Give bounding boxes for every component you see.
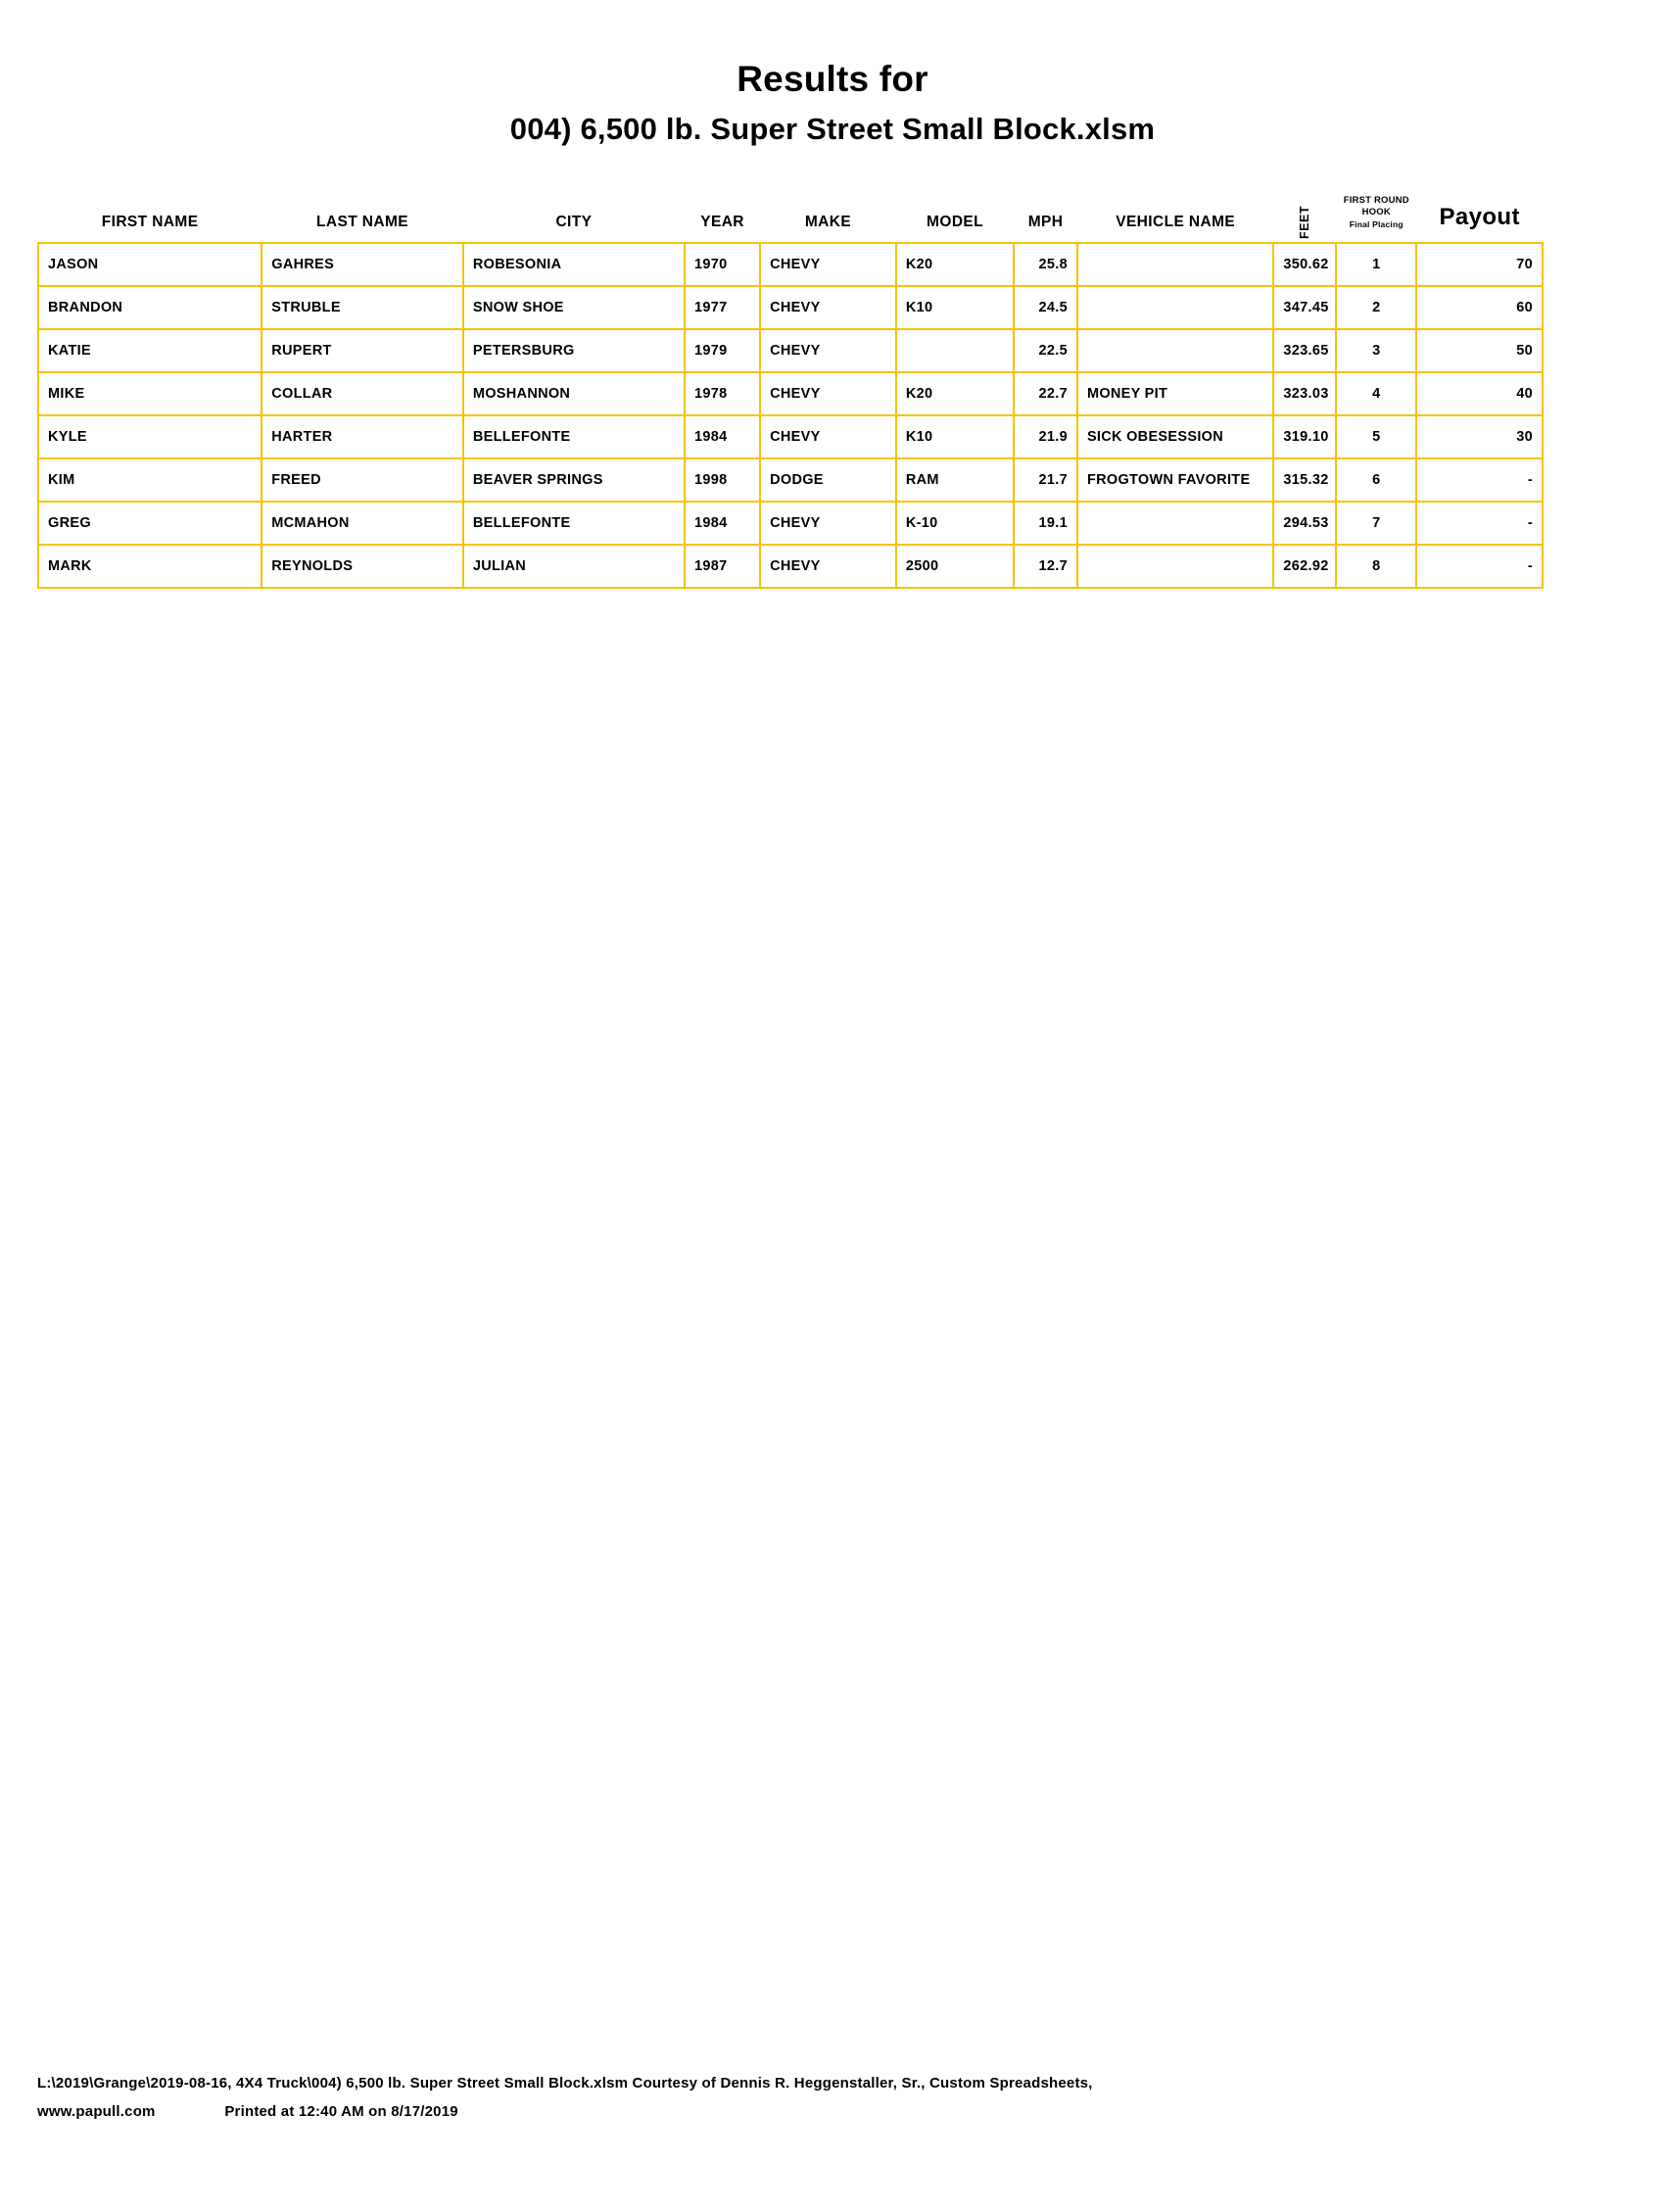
cell-feet: 319.10 [1273,415,1336,458]
cell-city: BELLEFONTE [463,415,685,458]
cell-year: 1987 [685,545,760,588]
cell-make: CHEVY [760,372,896,415]
cell-model: K20 [896,372,1014,415]
cell-year: 1977 [685,286,760,329]
cell-first-name: GREG [38,502,262,545]
header-hook-line-3: Final Placing [1349,219,1403,230]
cell-model: K10 [896,286,1014,329]
cell-first-name: JASON [38,243,262,286]
cell-vehicle-name: SICK OBESESSION [1077,415,1273,458]
header-mph: MPH [1027,213,1064,230]
cell-mph: 22.5 [1014,329,1077,372]
cell-model: 2500 [896,545,1014,588]
cell-city: BELLEFONTE [463,502,685,545]
cell-payout: 30 [1416,415,1543,458]
cell-city: SNOW SHOE [463,286,685,329]
cell-feet: 323.03 [1273,372,1336,415]
header-payout-label: Payout [1439,203,1520,230]
cell-vehicle-name [1077,286,1273,329]
cell-last-name: HARTER [262,415,463,458]
footer-path-line: L:\2019\Grange\2019-08-16, 4X4 Truck\004) 6,500 lb. Super Street Small Block.xlsm Courtesy of Dennis R. Heggenstaller, Sr., Custom Spreadsheets, [37,2075,1093,2092]
cell-last-name: COLLAR [262,372,463,415]
header-city: CITY [555,213,593,230]
cell-vehicle-name [1077,329,1273,372]
cell-first-name: MARK [38,545,262,588]
cell-make: CHEVY [760,545,896,588]
cell-mph: 21.9 [1014,415,1077,458]
cell-hook: 7 [1336,502,1416,545]
cell-mph: 24.5 [1014,286,1077,329]
cell-year: 1984 [685,502,760,545]
cell-hook: 3 [1336,329,1416,372]
table-row [38,243,1543,286]
cell-model: K10 [896,415,1014,458]
cell-feet: 323.65 [1273,329,1336,372]
title-line-1: Results for [737,59,928,99]
cell-feet: 262.92 [1273,545,1336,588]
cell-last-name: GAHRES [262,243,463,286]
header-year: YEAR [700,213,744,230]
header-feet-label: FEET [1298,205,1312,239]
cell-payout: - [1416,545,1543,588]
title-line-2: 004) 6,500 lb. Super Street Small Block.xlsm [509,112,1156,147]
cell-last-name: FREED [262,458,463,502]
cell-first-name: KATIE [38,329,262,372]
cell-last-name: RUPERT [262,329,463,372]
cell-hook: 8 [1336,545,1416,588]
cell-payout: 40 [1416,372,1543,415]
table-row [38,329,1543,372]
footer-printed-timestamp: Printed at 12:40 AM on 8/17/2019 [224,2102,458,2120]
cell-model: K-10 [896,502,1014,545]
cell-payout: 60 [1416,286,1543,329]
cell-mph: 21.7 [1014,458,1077,502]
cell-payout: 70 [1416,243,1543,286]
cell-payout: 50 [1416,329,1543,372]
cell-payout: - [1416,458,1543,502]
cell-model [896,329,1014,372]
cell-city: PETERSBURG [463,329,685,372]
cell-make: CHEVY [760,329,896,372]
cell-last-name: REYNOLDS [262,545,463,588]
cell-feet: 315.32 [1273,458,1336,502]
cell-city: BEAVER SPRINGS [463,458,685,502]
cell-feet: 347.45 [1273,286,1336,329]
cell-payout: - [1416,502,1543,545]
results-table-container [37,195,1628,589]
cell-feet: 350.62 [1273,243,1336,286]
cell-year: 1978 [685,372,760,415]
table-header-row [38,195,1543,243]
cell-city: MOSHANNON [463,372,685,415]
cell-make: CHEVY [760,502,896,545]
header-payout [1416,195,1543,243]
table-row [38,372,1543,415]
header-first-name: FIRST NAME [101,213,199,230]
header-feet [1273,195,1336,243]
table-row [38,545,1543,588]
cell-vehicle-name [1077,243,1273,286]
table-row [38,502,1543,545]
cell-make: CHEVY [760,415,896,458]
cell-first-name: KYLE [38,415,262,458]
cell-make: CHEVY [760,243,896,286]
cell-mph: 12.7 [1014,545,1077,588]
header-make: MAKE [804,213,852,230]
cell-last-name: MCMAHON [262,502,463,545]
cell-year: 1970 [685,243,760,286]
cell-mph: 19.1 [1014,502,1077,545]
results-table [37,195,1544,589]
cell-hook: 2 [1336,286,1416,329]
cell-year: 1998 [685,458,760,502]
table-header [38,195,1543,243]
cell-mph: 22.7 [1014,372,1077,415]
cell-year: 1984 [685,415,760,458]
header-vehicle-name: VEHICLE NAME [1116,213,1236,230]
footer-website: www.papull.com [37,2102,156,2120]
cell-first-name: KIM [38,458,262,502]
cell-model: K20 [896,243,1014,286]
document-title [0,57,1665,150]
header-hook-line-1: FIRST ROUND [1343,194,1409,206]
cell-make: DODGE [760,458,896,502]
cell-vehicle-name: FROGTOWN FAVORITE [1077,458,1273,502]
cell-hook: 1 [1336,243,1416,286]
cell-vehicle-name [1077,502,1273,545]
header-last-name: LAST NAME [316,213,409,230]
cell-year: 1979 [685,329,760,372]
document-page [0,57,1665,2212]
table-row [38,286,1543,329]
cell-feet: 294.53 [1273,502,1336,545]
cell-vehicle-name [1077,545,1273,588]
cell-hook: 6 [1336,458,1416,502]
table-row [38,415,1543,458]
cell-city: ROBESONIA [463,243,685,286]
cell-hook: 4 [1336,372,1416,415]
header-hook-line-2: HOOK [1361,207,1391,218]
cell-last-name: STRUBLE [262,286,463,329]
table-row [38,458,1543,502]
cell-make: CHEVY [760,286,896,329]
cell-first-name: BRANDON [38,286,262,329]
cell-vehicle-name: MONEY PIT [1077,372,1273,415]
table-body [38,243,1543,588]
header-model: MODEL [927,213,984,230]
cell-first-name: MIKE [38,372,262,415]
header-first-round-hook [1336,195,1416,243]
page-footer [37,2070,1093,2126]
footer-second-line [37,2098,1093,2127]
cell-model: RAM [896,458,1014,502]
cell-hook: 5 [1336,415,1416,458]
cell-mph: 25.8 [1014,243,1077,286]
cell-city: JULIAN [463,545,685,588]
